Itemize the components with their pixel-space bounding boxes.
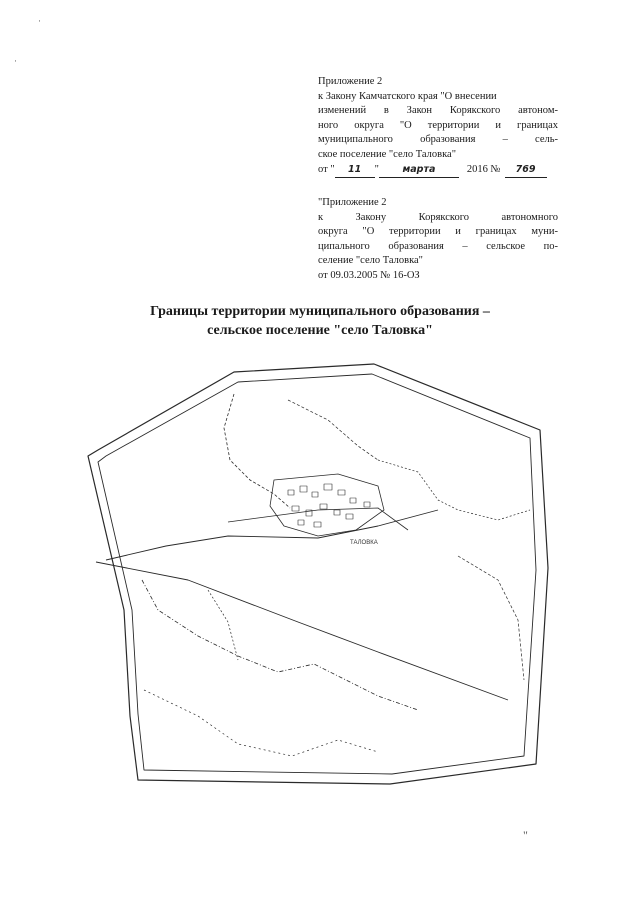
map-river-line (142, 580, 418, 710)
new-annex-line: муниципального образования – сель- (318, 134, 558, 146)
map-settlement-buildings (288, 484, 370, 527)
original-annex-heading: "Приложение 2 (318, 197, 387, 208)
new-annex-block (318, 75, 558, 178)
boundary-map (78, 360, 562, 800)
new-annex-line: ного округа "О территории и границах (318, 119, 558, 131)
scan-mark-bottom-right: " (523, 828, 528, 842)
document-title (0, 302, 640, 340)
scan-mark-left: · (14, 56, 17, 66)
year-text: 2016 № (466, 163, 501, 175)
new-annex-line: к Закону Камчатского края "О внесении (318, 90, 497, 102)
map-inner-line (378, 460, 530, 520)
original-annex-line: к Закону Корякского автономного (318, 211, 558, 223)
original-annex-line: от 09.03.2005 № 16-ОЗ (318, 269, 420, 281)
map-inner-line (106, 510, 438, 560)
map-road-line (96, 562, 508, 700)
map-inner-line (208, 590, 238, 660)
law-number-handwritten: 769 (505, 163, 547, 179)
date-prefix: от " (318, 163, 335, 175)
title-line-2: сельское поселение "село Таловка" (207, 323, 433, 338)
new-annex-date-line (318, 163, 558, 179)
scan-mark-top-left: · (38, 16, 41, 26)
original-annex-line: ципального образования – сельское по- (318, 240, 558, 252)
map-inner-boundary (98, 374, 536, 774)
map-inner-line (288, 400, 378, 460)
date-mid: " (374, 163, 379, 175)
date-month-handwritten: марта (379, 163, 459, 179)
original-annex-line: округа "О территории и границах муни- (318, 226, 558, 238)
map-inner-line (144, 690, 378, 756)
new-annex-heading: Приложение 2 (318, 76, 383, 87)
new-annex-line: изменений в Закон Корякского автоном- (318, 105, 558, 117)
new-annex-line: ское поселение "село Таловка" (318, 148, 456, 160)
title-line-1: Границы территории муниципального образования – (150, 304, 490, 319)
map-settlement-label: ТАЛОВКА (350, 540, 378, 546)
date-day-handwritten: 11 (335, 163, 375, 179)
map-inner-line (458, 556, 524, 680)
map-inner-line (224, 394, 290, 508)
original-annex-line: селение "село Таловка" (318, 255, 423, 267)
original-annex-block (318, 196, 558, 284)
